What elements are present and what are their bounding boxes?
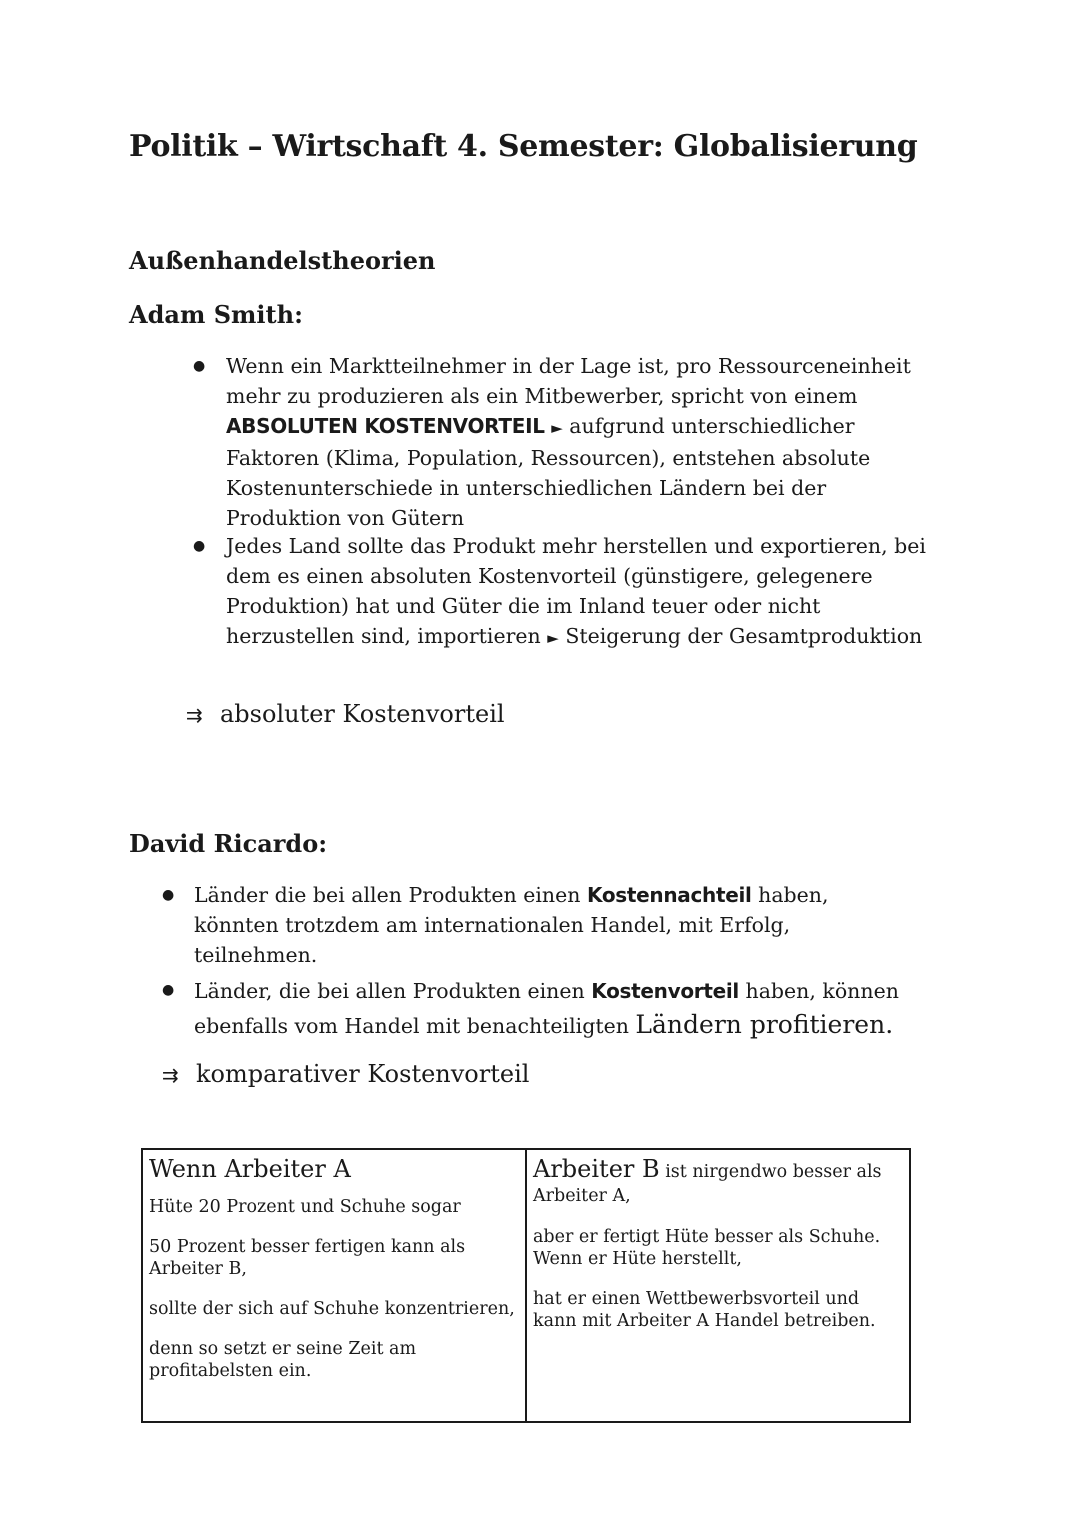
cost-disadvantage-term: Kostennachteil: [586, 883, 752, 907]
ricardo-bullet-2: [194, 975, 944, 1043]
comparison-table: [141, 1148, 911, 1423]
worker-a-cell: [142, 1149, 526, 1422]
cost-advantage-term: Kostenvorteil: [591, 979, 739, 1003]
worker-b-cell: [526, 1149, 910, 1422]
bullet-icon: ●: [193, 358, 206, 374]
smith-bullet-2-text: Jedes Land sollte das Produkt mehr herstellen und exportieren, bei dem es einen absoluten Kostenvorteil (günstigere, gelegenere Produktion) hat und Güter die im Inland teuer oder nicht herzustellen sind, importieren: [226, 534, 926, 648]
smith-bullet-1: [226, 351, 936, 533]
worker-a-heading: Wenn Arbeiter A: [149, 1155, 351, 1183]
worker-a-line-1: Hüte 20 Prozent und Schuhe sogar: [149, 1197, 461, 1217]
worker-a-line-2: 50 Prozent besser fertigen kann als Arbeiter B,: [149, 1237, 466, 1279]
ricardo-conclusion-text: komparativer Kostenvorteil: [196, 1060, 530, 1088]
smith-conclusion-text: absoluter Kostenvorteil: [220, 700, 505, 728]
worker-a-line-4: denn so setzt er seine Zeit am profitabelsten ein.: [149, 1339, 417, 1381]
arrow-right-icon: ►: [547, 629, 559, 647]
worker-a-line-3: sollte der sich auf Schuhe konzentrieren,: [149, 1299, 515, 1319]
smith-bullet-2: [226, 531, 936, 653]
ricardo-bullet-2-text-large: Ländern profitieren.: [635, 1010, 894, 1039]
smith-bullet-1-text-cont: aufgrund unterschiedlicher Faktoren (Klima, Population, Ressourcen), entstehen absolute Kostenunterschiede in unterschiedlichen Ländern bei der Produktion von Gütern: [226, 414, 871, 530]
worker-b-intro: [533, 1154, 903, 1208]
section-heading: Außenhandelstheorien: [129, 246, 436, 275]
ricardo-bullet-1: [194, 880, 874, 970]
bullet-icon: ●: [193, 538, 206, 554]
ricardo-conclusion: [162, 1060, 529, 1088]
worker-b-heading: Arbeiter B: [533, 1155, 660, 1183]
ricardo-bullet-1-text: Länder die bei allen Produkten einen: [194, 883, 587, 907]
ricardo-heading: David Ricardo:: [129, 829, 328, 858]
smith-conclusion: [186, 700, 505, 728]
worker-b-line-1: aber er fertigt Hüte besser als Schuhe. Wenn er Hüte herstellt,: [533, 1227, 881, 1269]
worker-b-line-2: hat er einen Wettbewerbsvorteil und kann mit Arbeiter A Handel betreiben.: [533, 1289, 876, 1331]
ricardo-bullet-2-text-cont: haben, können ebenfalls vom Handel mit benachteiligten: [194, 979, 899, 1038]
smith-bullet-1-text: Wenn ein Marktteilnehmer in der Lage ist, pro Ressourceneinheit mehr zu produzieren als ein Mitbewerber, spricht von einem: [226, 354, 911, 408]
absolute-cost-advantage-term: ABSOLUTEN KOSTENVORTEIL: [226, 414, 545, 438]
arrow-right-icon: ►: [551, 419, 563, 437]
double-arrow-icon: ⇉: [162, 1063, 179, 1087]
ricardo-bullet-1-text-cont: haben, könnten trotzdem am internationalen Handel, mit Erfolg, teilnehmen.: [194, 883, 829, 967]
worker-b-heading-rest: ist nirgendwo besser als Arbeiter A,: [533, 1162, 882, 1206]
smith-heading: Adam Smith:: [129, 300, 303, 329]
page-title: Politik – Wirtschaft 4. Semester: Globalisierung: [129, 129, 918, 164]
smith-bullet-2-text-cont: Steigerung der Gesamtproduktion: [558, 624, 923, 648]
bullet-icon: ●: [162, 982, 175, 998]
ricardo-bullet-2-text: Länder, die bei allen Produkten einen: [194, 979, 592, 1003]
bullet-icon: ●: [162, 887, 175, 903]
double-arrow-icon: ⇉: [186, 703, 203, 727]
table-row: [142, 1149, 910, 1422]
